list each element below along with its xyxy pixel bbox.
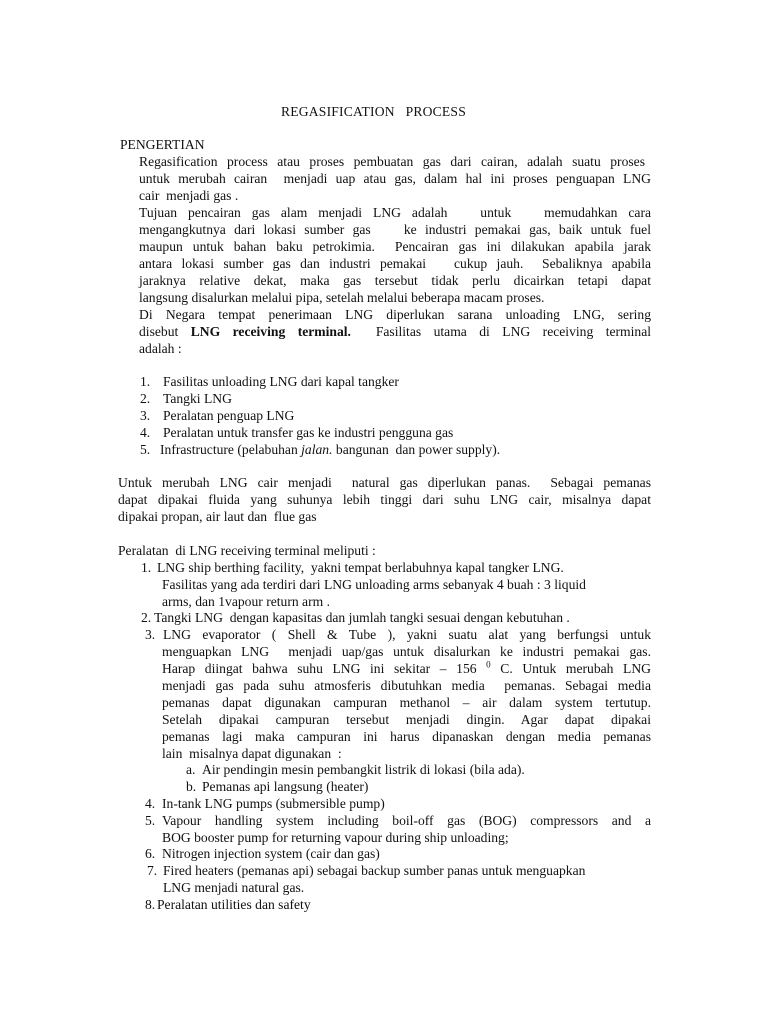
paragraph-line: dipakai propan, air laut dan flue gas (118, 509, 317, 524)
list-number: 5. (140, 442, 151, 457)
sub-list-item: Air pendingin mesin pembangkit listrik di lokasi (bila ada). (202, 762, 525, 777)
paragraph-line: antara lokasi sumber gas dan industri pemakai cukup jauh. Sebaliknya apabila (139, 256, 651, 271)
degree-superscript: 0 (486, 659, 491, 670)
paragraph-line: mengangkutnya dari lokasi sumber gas ke industri pemakai gas, baik untuk fuel (139, 222, 651, 237)
list-number: 4. (140, 425, 151, 440)
paragraph-line: Tujuan pencairan gas alam menjadi LNG adalah untuk memudahkan cara (139, 205, 651, 220)
paragraph-line: dapat dipakai fluida yang suhunya lebih tinggi dari suhu LNG cair, misalnya dapat (118, 492, 651, 507)
list-number: 2. (141, 610, 152, 625)
paragraph-line: Di Negara tempat penerimaan LNG diperlukan sarana unloading LNG, sering (139, 307, 651, 322)
list-item: Nitrogen injection system (cair dan gas) (162, 846, 380, 861)
list-item: Peralatan untuk transfer gas ke industri pengguna gas (163, 425, 454, 440)
list-number: 3. (145, 627, 156, 642)
list-item-continuation (162, 661, 651, 678)
list-item: Peralatan penguap LNG (163, 408, 295, 423)
list-number: 2. (140, 391, 151, 406)
list-item: In-tank LNG pumps (submersible pump) (162, 796, 385, 811)
paragraph-line: untuk merubah cairan menjadi uap atau gas, dalam hal ini proses penguapan LNG (139, 171, 651, 186)
list-item: Tangki LNG (163, 391, 232, 406)
list-item-continuation: pemanas dapat digunakan campuran methanol – air dalam system tertutup. (162, 695, 651, 710)
list-item: LNG ship berthing facility, yakni tempat berlabuhnya kapal tangker LNG. (157, 560, 564, 575)
paragraph-line: adalah : (139, 341, 182, 356)
text-span: disebut (139, 324, 191, 339)
section-heading-peralatan: Peralatan di LNG receiving terminal meliputi : (118, 543, 376, 558)
paragraph-line (139, 324, 651, 341)
list-item-continuation: Fasilitas yang ada terdiri dari LNG unloading arms sebanyak 4 buah : 3 liquid (162, 577, 586, 592)
paragraph-line: Untuk merubah LNG cair menjadi natural gas diperlukan panas. Sebagai pemanas (118, 475, 651, 490)
italic-word: jalan. (301, 442, 333, 457)
list-item (160, 442, 500, 459)
list-item-continuation: Setelah dipakai campuran tersebut menjadi dingin. Agar dapat dipakai (162, 712, 651, 727)
list-number: 8. (145, 897, 156, 912)
list-number: 3. (140, 408, 151, 423)
list-item: Vapour handling system including boil-off gas (BOG) compressors and a (162, 813, 651, 828)
list-number: 1. (140, 374, 151, 389)
text-span: Harap diingat bahwa suhu LNG ini sekitar – 156 (162, 661, 487, 676)
paragraph-line: cair menjadi gas . (139, 188, 239, 203)
document-title: REGASIFICATION PROCESS (281, 104, 466, 119)
list-item-continuation: menguapkan LNG menjadi uap/gas untuk disalurkan ke industri pemakai gas. (162, 644, 651, 659)
text-span: C. Untuk merubah LNG (490, 661, 651, 676)
list-item: Tangki LNG dengan kapasitas dan jumlah tangki sesuai dengan kebutuhan . (154, 610, 570, 625)
sub-list-label: a. (186, 762, 196, 777)
list-item-continuation: BOG booster pump for returning vapour during ship unloading; (162, 830, 509, 845)
list-item-continuation: pemanas lagi maka campuran ini harus dipanaskan dengan media pemanas (162, 729, 651, 744)
list-number: 1. (141, 560, 152, 575)
sub-list-label: b. (186, 779, 197, 794)
bold-term: LNG receiving terminal. (190, 324, 351, 339)
list-number: 7. (147, 863, 158, 878)
list-item-continuation: arms, dan 1vapour return arm . (162, 594, 330, 609)
text-span: bangunan dan power supply). (332, 442, 501, 457)
text-span: Fasilitas utama di LNG receiving terminal (350, 324, 652, 339)
list-item-continuation: LNG menjadi natural gas. (163, 880, 305, 895)
list-number: 4. (145, 796, 156, 811)
paragraph-line: maupun untuk bahan baku petrokimia. Pencairan gas ini dilakukan apabila jarak (139, 239, 651, 254)
list-item: Fasilitas unloading LNG dari kapal tangker (163, 374, 399, 389)
list-item: Fired heaters (pemanas api) sebagai backup sumber panas untuk menguapkan (163, 863, 586, 878)
paragraph-line: langsung disalurkan melalui pipa, setelah melalui beberapa macam proses. (139, 290, 545, 305)
list-number: 5. (145, 813, 156, 828)
list-item: Peralatan utilities dan safety (157, 897, 311, 912)
sub-list-item: Pemanas api langsung (heater) (202, 779, 369, 794)
section-heading-pengertian: PENGERTIAN (120, 137, 205, 152)
list-item: LNG evaporator ( Shell & Tube ), yakni suatu alat yang berfungsi untuk (163, 627, 651, 642)
paragraph-line: Regasification process atau proses pembuatan gas dari cairan, adalah suatu proses (139, 154, 645, 169)
list-item-continuation: menjadi gas pada suhu atmosferis dibutuhkan media pemanas. Sebagai media (162, 678, 651, 693)
list-number: 6. (145, 846, 156, 861)
text-span: Infrastructure (pelabuhan (160, 442, 302, 457)
list-item-continuation: lain misalnya dapat digunakan : (162, 746, 342, 761)
paragraph-line: jaraknya relative dekat, maka gas tersebut tidak perlu dicairkan tetapi dapat (139, 273, 651, 288)
